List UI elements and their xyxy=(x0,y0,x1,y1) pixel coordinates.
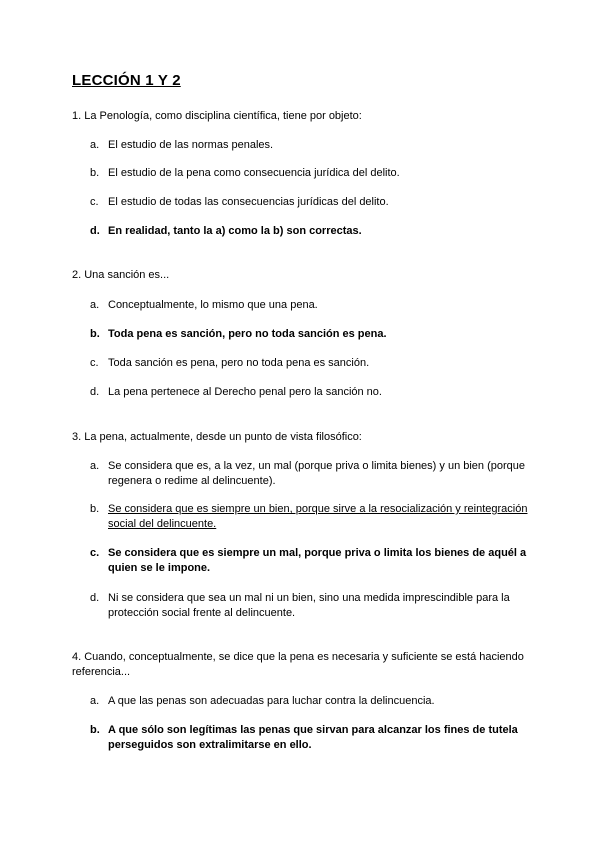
option-letter: a. xyxy=(90,139,100,151)
option-text: La pena pertenece al Derecho penal pero la sanción no. xyxy=(108,386,382,398)
question-1-stem: 1. La Penología, como disciplina científica, tiene por objeto: xyxy=(72,110,362,122)
question-3-option-a xyxy=(90,459,540,489)
question-3-option-d xyxy=(90,591,540,621)
option-text: Ni se considera que sea un mal ni un bien, sino una medida imprescindible para la protección social frente al delincuente. xyxy=(108,592,510,619)
option-letter: d. xyxy=(90,386,100,398)
question-2-option-a xyxy=(90,298,540,313)
option-letter: b. xyxy=(90,724,100,736)
question-1-option-d-correct xyxy=(90,224,540,239)
option-text: El estudio de todas las consecuencias jurídicas del delito. xyxy=(108,196,389,208)
option-text: Toda pena es sanción, pero no toda sanción es pena. xyxy=(108,328,387,340)
option-letter: d. xyxy=(90,592,100,604)
option-letter: a. xyxy=(90,299,100,311)
option-text: El estudio de las normas penales. xyxy=(108,139,274,151)
question-3-option-b xyxy=(90,502,540,532)
option-letter: b. xyxy=(90,167,100,179)
option-text: Se considera que es siempre un bien, porque sirve a la resocialización y reintegración social del delincuente. xyxy=(108,503,528,530)
option-text: A que sólo son legítimas las penas que sirvan para alcanzar los fines de tutela perseguidos son extralimitarse en ello. xyxy=(108,724,518,751)
page-title: LECCIÓN 1 Y 2 xyxy=(72,72,181,89)
question-2-option-c xyxy=(90,356,540,371)
option-letter: b. xyxy=(90,328,100,340)
option-letter: a. xyxy=(90,695,100,707)
option-text: Conceptualmente, lo mismo que una pena. xyxy=(108,299,318,311)
option-letter: c. xyxy=(90,547,100,559)
question-3-option-c-correct xyxy=(90,546,540,576)
option-letter: c. xyxy=(90,357,99,369)
option-text: Se considera que es, a la vez, un mal (porque priva o limita bienes) y un bien (porque regenera o redime al delincuente). xyxy=(108,460,526,487)
question-2-option-d xyxy=(90,385,540,400)
question-2-stem: 2. Una sanción es... xyxy=(72,269,170,281)
question-1-option-a xyxy=(90,138,540,153)
question-2-option-b-correct xyxy=(90,327,540,342)
option-letter: b. xyxy=(90,503,100,515)
option-letter: c. xyxy=(90,196,99,208)
option-text: Se considera que es siempre un mal, porque priva o limita los bienes de aquél a quien se le impone. xyxy=(108,547,527,574)
question-4-stem: 4. Cuando, conceptualmente, se dice que la pena es necesaria y suficiente se está haciendo referencia... xyxy=(72,651,524,678)
question-4-option-a xyxy=(90,694,540,709)
option-text: A que las penas son adecuadas para luchar contra la delincuencia. xyxy=(108,695,435,707)
question-1-option-b xyxy=(90,166,540,181)
option-text: En realidad, tanto la a) como la b) son correctas. xyxy=(108,225,362,237)
question-4-option-b-correct xyxy=(90,723,540,753)
option-text: Toda sanción es pena, pero no toda pena es sanción. xyxy=(108,357,370,369)
option-letter: a. xyxy=(90,460,100,472)
option-text: El estudio de la pena como consecuencia jurídica del delito. xyxy=(108,167,400,179)
option-letter: d. xyxy=(90,225,100,237)
question-3-stem: 3. La pena, actualmente, desde un punto de vista filosófico: xyxy=(72,431,362,443)
question-1-option-c xyxy=(90,195,540,210)
